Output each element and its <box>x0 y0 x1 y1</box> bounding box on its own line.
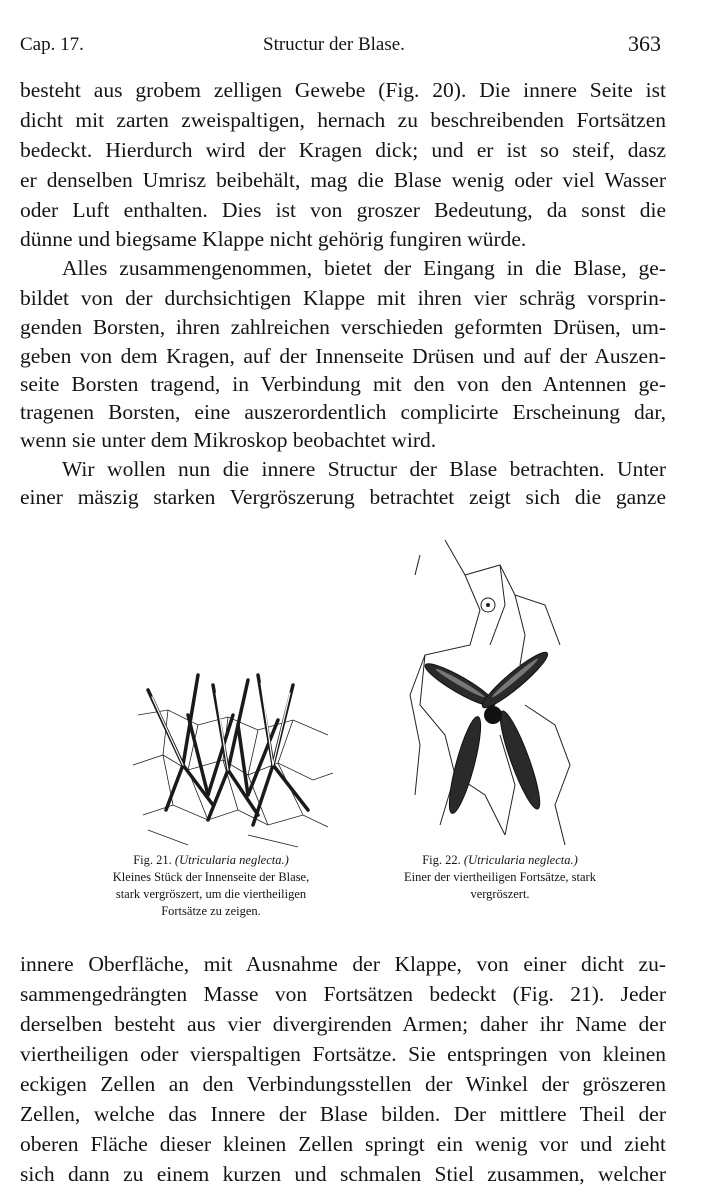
text-line: sich dann zu einem kurzen und schmalen Stiel zusammen, welcher <box>20 1162 666 1186</box>
text-line: bedeckt. Hierdurch wird der Kragen dick; und er ist so steif, dasz <box>20 138 666 162</box>
text-line: dicht mit zarten zweispaltigen, hernach zu beschreibenden Fortsätzen <box>20 108 666 132</box>
caption-line: Kleines Stück der Innenseite der Blase, <box>112 870 310 884</box>
arm-junction <box>484 706 502 724</box>
central-cell <box>481 598 495 612</box>
caption-line: vergröszert. <box>470 887 530 901</box>
figure-21-species: (Utricularia neglecta.) <box>174 853 289 867</box>
chapter-label: Cap. 17. <box>20 34 84 55</box>
text-line: Alles zusammengenommen, bietet der Eingang in die Blase, ge- <box>62 256 666 280</box>
running-title: Structur der Blase. <box>263 34 405 55</box>
figure-21-caption <box>66 852 356 920</box>
text-line: genden Borsten, ihren zahlreichen verschieden geformten Drüsen, um- <box>20 315 666 339</box>
text-line: er denselben Umrisz beibehält, mag die Blase wenig oder viel Wasser <box>20 168 666 192</box>
text-line: viertheiligen oder vierspaltigen Fortsätze. Sie entspringen von kleinen <box>20 1042 666 1066</box>
caption-line: Einer der viertheiligen Fortsätze, stark <box>404 870 596 884</box>
caption-line: Fortsätze zu zeigen. <box>161 904 261 918</box>
text-line: einer mäszig starken Vergröszerung betrachtet zeigt sich die ganze <box>20 485 666 509</box>
text-line: Wir wollen nun die innere Structur der Blase betrachten. Unter <box>62 457 666 481</box>
text-line: oberen Fläche dieser kleinen Zellen springt ein wenig vor und zieht <box>20 1132 666 1156</box>
text-line: bildet von der durchsichtigen Klappe mit ihren vier schräg vorsprin- <box>20 286 666 310</box>
figure-22-species: (Utricularia neglecta.) <box>463 853 578 867</box>
text-line: tragenen Borsten, eine auszerordentlich complicirte Erscheinung dar, <box>20 400 666 424</box>
text-line: Zellen, welche das Innere der Blase bilden. Der mittlere Theil der <box>20 1102 666 1126</box>
figure-21-label: Fig. 21. <box>133 853 172 867</box>
text-line: sammengedrängten Masse von Fortsätzen bedeckt (Fig. 21). Jeder <box>20 982 666 1006</box>
text-line: oder Luft enthalten. Dies ist von groszer Bedeutung, da sonst die <box>20 198 666 222</box>
text-line: besteht aus grobem zelligen Gewebe (Fig. 20). Die innere Seite ist <box>20 78 666 102</box>
text-line: eckigen Zellen an den Verbindungsstellen der Winkel der gröszeren <box>20 1072 666 1096</box>
page-number: 363 <box>628 31 661 56</box>
figure-22-caption <box>350 852 650 903</box>
quadrifid-processes <box>148 675 308 825</box>
running-header <box>0 30 701 60</box>
figure-21-illustration <box>128 655 338 850</box>
figure-22-label: Fig. 22. <box>422 853 461 867</box>
caption-line: stark vergröszert, um die viertheiligen <box>115 887 307 901</box>
text-line: wenn sie unter dem Mikroskop beobachtet wird. <box>20 428 437 452</box>
text-line: geben von dem Kragen, auf der Innenseite Drüsen und auf der Auszen- <box>20 344 666 368</box>
text-line: innere Oberfläche, mit Ausnahme der Klappe, von einer dicht zu- <box>20 952 666 976</box>
text-line: dünne und biegsame Klappe nicht gehörig fungiren würde. <box>20 227 527 251</box>
figure-22-illustration <box>405 535 575 855</box>
text-line: derselben besteht aus vier divergirenden Armen; daher ihr Name der <box>20 1012 666 1036</box>
text-line: seite Borsten tragend, in Verbindung mit den von den Antennen ge- <box>20 372 666 396</box>
